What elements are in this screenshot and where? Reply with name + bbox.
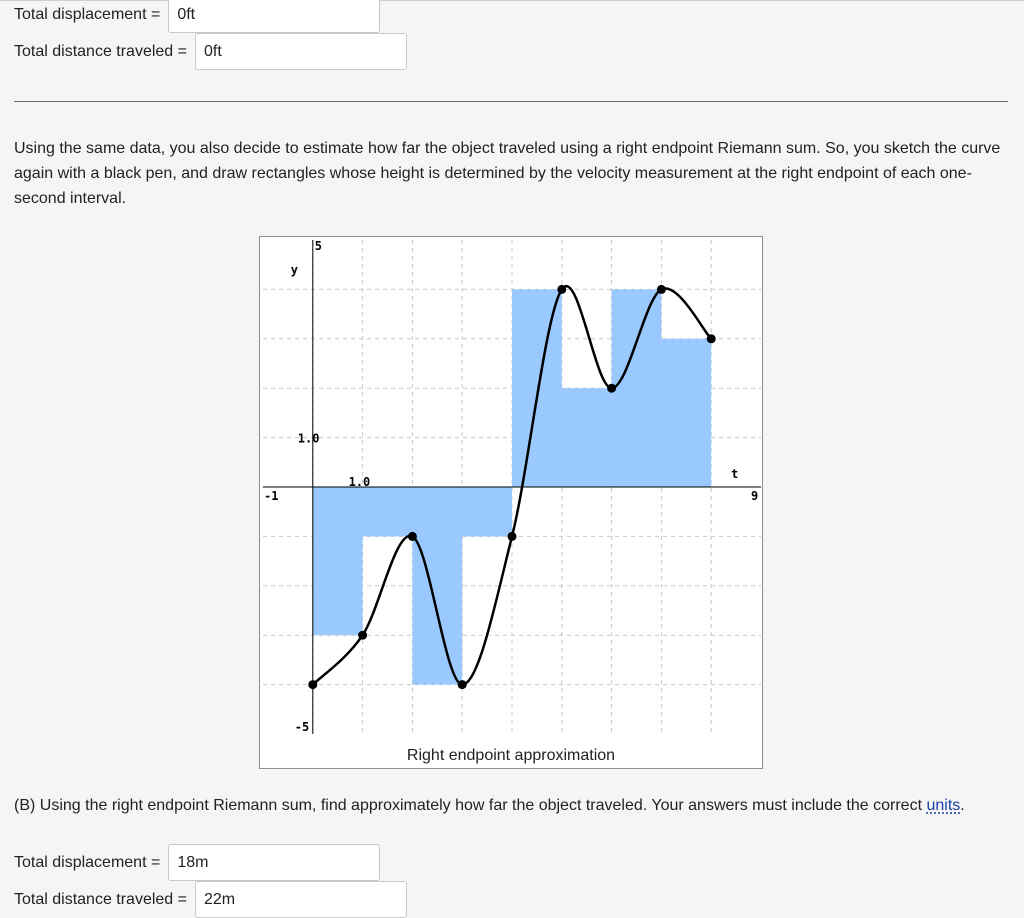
distance-label-b: Total distance traveled = bbox=[14, 890, 187, 908]
riemann-rect-1 bbox=[313, 487, 363, 635]
riemann-rect-3 bbox=[412, 487, 462, 685]
part-b-displacement-row bbox=[14, 844, 380, 881]
data-point-0 bbox=[308, 680, 317, 689]
t-axis-label: t bbox=[731, 467, 739, 481]
data-point-3 bbox=[458, 680, 467, 689]
riemann-rect-7 bbox=[612, 289, 662, 487]
data-point-7 bbox=[657, 285, 666, 294]
y-axis-label: y bbox=[290, 263, 299, 277]
riemann-chart bbox=[260, 237, 764, 770]
data-point-5 bbox=[557, 285, 566, 294]
displacement-label-b: Total displacement = bbox=[14, 853, 161, 871]
data-point-8 bbox=[707, 334, 716, 343]
y-min-label: -5 bbox=[294, 720, 310, 734]
section-divider bbox=[14, 101, 1008, 102]
riemann-rect-5 bbox=[512, 289, 562, 487]
riemann-rect-8 bbox=[661, 339, 711, 487]
x-min-label: -1 bbox=[264, 489, 279, 503]
data-point-6 bbox=[607, 384, 616, 393]
distance-input-a[interactable]: 0ft bbox=[195, 33, 407, 70]
y-tick-label: 1.0 bbox=[297, 431, 320, 446]
intro-paragraph: Using the same data, you also decide to estimate how far the object traveled using a right endpoint Riemann sum. So, you sketch the curve again with a black pen, and draw rectangles whose height is determined by the velocity measurement at the right endpoint of each one-second interval. bbox=[14, 140, 1001, 207]
displacement-input-b[interactable]: 18m bbox=[168, 844, 380, 881]
distance-label-a: Total distance traveled = bbox=[14, 42, 187, 60]
part-a-displacement-row bbox=[14, 0, 380, 33]
displacement-label-a: Total displacement = bbox=[14, 5, 161, 23]
units-link[interactable]: units bbox=[926, 797, 961, 814]
part-b-distance-row bbox=[14, 881, 407, 918]
riemann-rect-4 bbox=[462, 487, 512, 536]
figure-caption: Right endpoint approximation bbox=[406, 747, 616, 764]
y-max-label: 5 bbox=[314, 239, 323, 253]
part-b-prompt-end: . bbox=[960, 797, 965, 814]
part-b-prompt-text: (B) Using the right endpoint Riemann sum, find approximately how far the object traveled. Your answers must include the correct bbox=[14, 797, 923, 814]
part-a-distance-row bbox=[14, 33, 407, 70]
distance-input-b[interactable]: 22m bbox=[195, 881, 407, 918]
displacement-input-a[interactable]: 0ft bbox=[168, 0, 380, 33]
riemann-rect-2 bbox=[363, 487, 413, 536]
riemann-figure bbox=[259, 236, 763, 769]
x-tick-label: 1.0 bbox=[348, 475, 371, 489]
data-point-2 bbox=[408, 532, 417, 541]
data-point-1 bbox=[358, 631, 367, 640]
x-max-label: 9 bbox=[751, 489, 759, 503]
riemann-rect-6 bbox=[562, 388, 612, 487]
part-b-prompt bbox=[14, 793, 1004, 818]
data-point-4 bbox=[508, 532, 517, 541]
